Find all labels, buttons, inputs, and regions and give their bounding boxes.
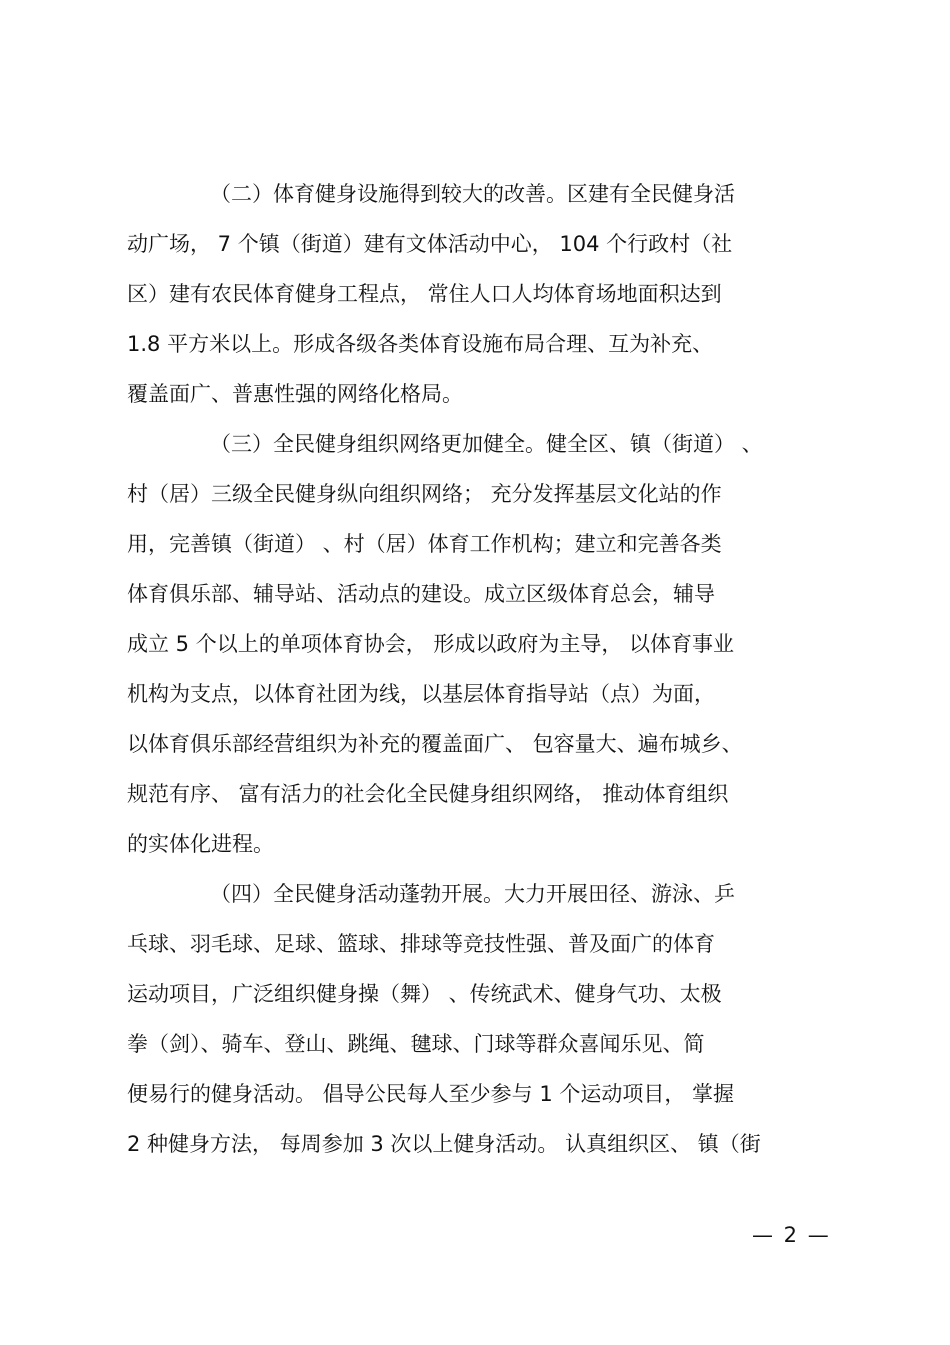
paragraph-line: 2 种健身方法， 每周参加 3 次以上健身活动。 认真组织区、 镇（街 <box>127 1132 761 1156</box>
paragraph-line: 体育俱乐部、辅导站、活动点的建设。成立区级体育总会，辅导 <box>127 582 715 606</box>
paragraph-line: 用，完善镇（街道） 、村（居）体育工作机构；建立和完善各类 <box>127 532 722 556</box>
paragraph-line: （四）全民健身活动蓬勃开展。大力开展田径、游泳、乒 <box>210 882 735 906</box>
paragraph-line: 机构为支点，以体育社团为线，以基层体育指导站（点）为面， <box>127 682 715 706</box>
paragraph-line: （三）全民健身组织网络更加健全。健全区、镇（街道） 、 <box>210 432 763 456</box>
paragraph-line: 的实体化进程。 <box>127 832 274 856</box>
page-number: — 2 — <box>752 1223 831 1247</box>
paragraph-line: 以体育俱乐部经营组织为补充的覆盖面广、 包容量大、遍布城乡、 <box>127 732 743 756</box>
paragraph-line: 成立 5 个以上的单项体育协会， 形成以政府为主导， 以体育事业 <box>127 632 735 656</box>
paragraph-line: 运动项目，广泛组织健身操（舞） 、传统武术、健身气功、太极 <box>127 982 722 1006</box>
paragraph-line: 拳（剑）、骑车、登山、跳绳、毽球、门球等群众喜闻乐见、简 <box>127 1032 705 1056</box>
paragraph-line: 区）建有农民体育健身工程点， 常住人口人均体育场地面积达到 <box>127 282 722 306</box>
paragraph-line: 便易行的健身活动。 倡导公民每人至少参与 1 个运动项目， 掌握 <box>127 1082 735 1106</box>
paragraph-line: 乓球、羽毛球、足球、篮球、排球等竞技性强、普及面广的体育 <box>127 932 715 956</box>
paragraph-line: 1.8 平方米以上。形成各级各类体育设施布局合理、互为补充、 <box>127 332 714 356</box>
paragraph-line: （二）体育健身设施得到较大的改善。区建有全民健身活 <box>210 182 735 206</box>
paragraph-line: 覆盖面广、普惠性强的网络化格局。 <box>127 382 463 406</box>
paragraph-line: 村（居）三级全民健身纵向组织网络； 充分发挥基层文化站的作 <box>127 482 722 506</box>
paragraph-line: 规范有序、 富有活力的社会化全民健身组织网络， 推动体育组织 <box>127 782 729 806</box>
paragraph-line: 动广场， 7 个镇（街道）建有文体活动中心， 104 个行政村（社 <box>127 232 733 256</box>
